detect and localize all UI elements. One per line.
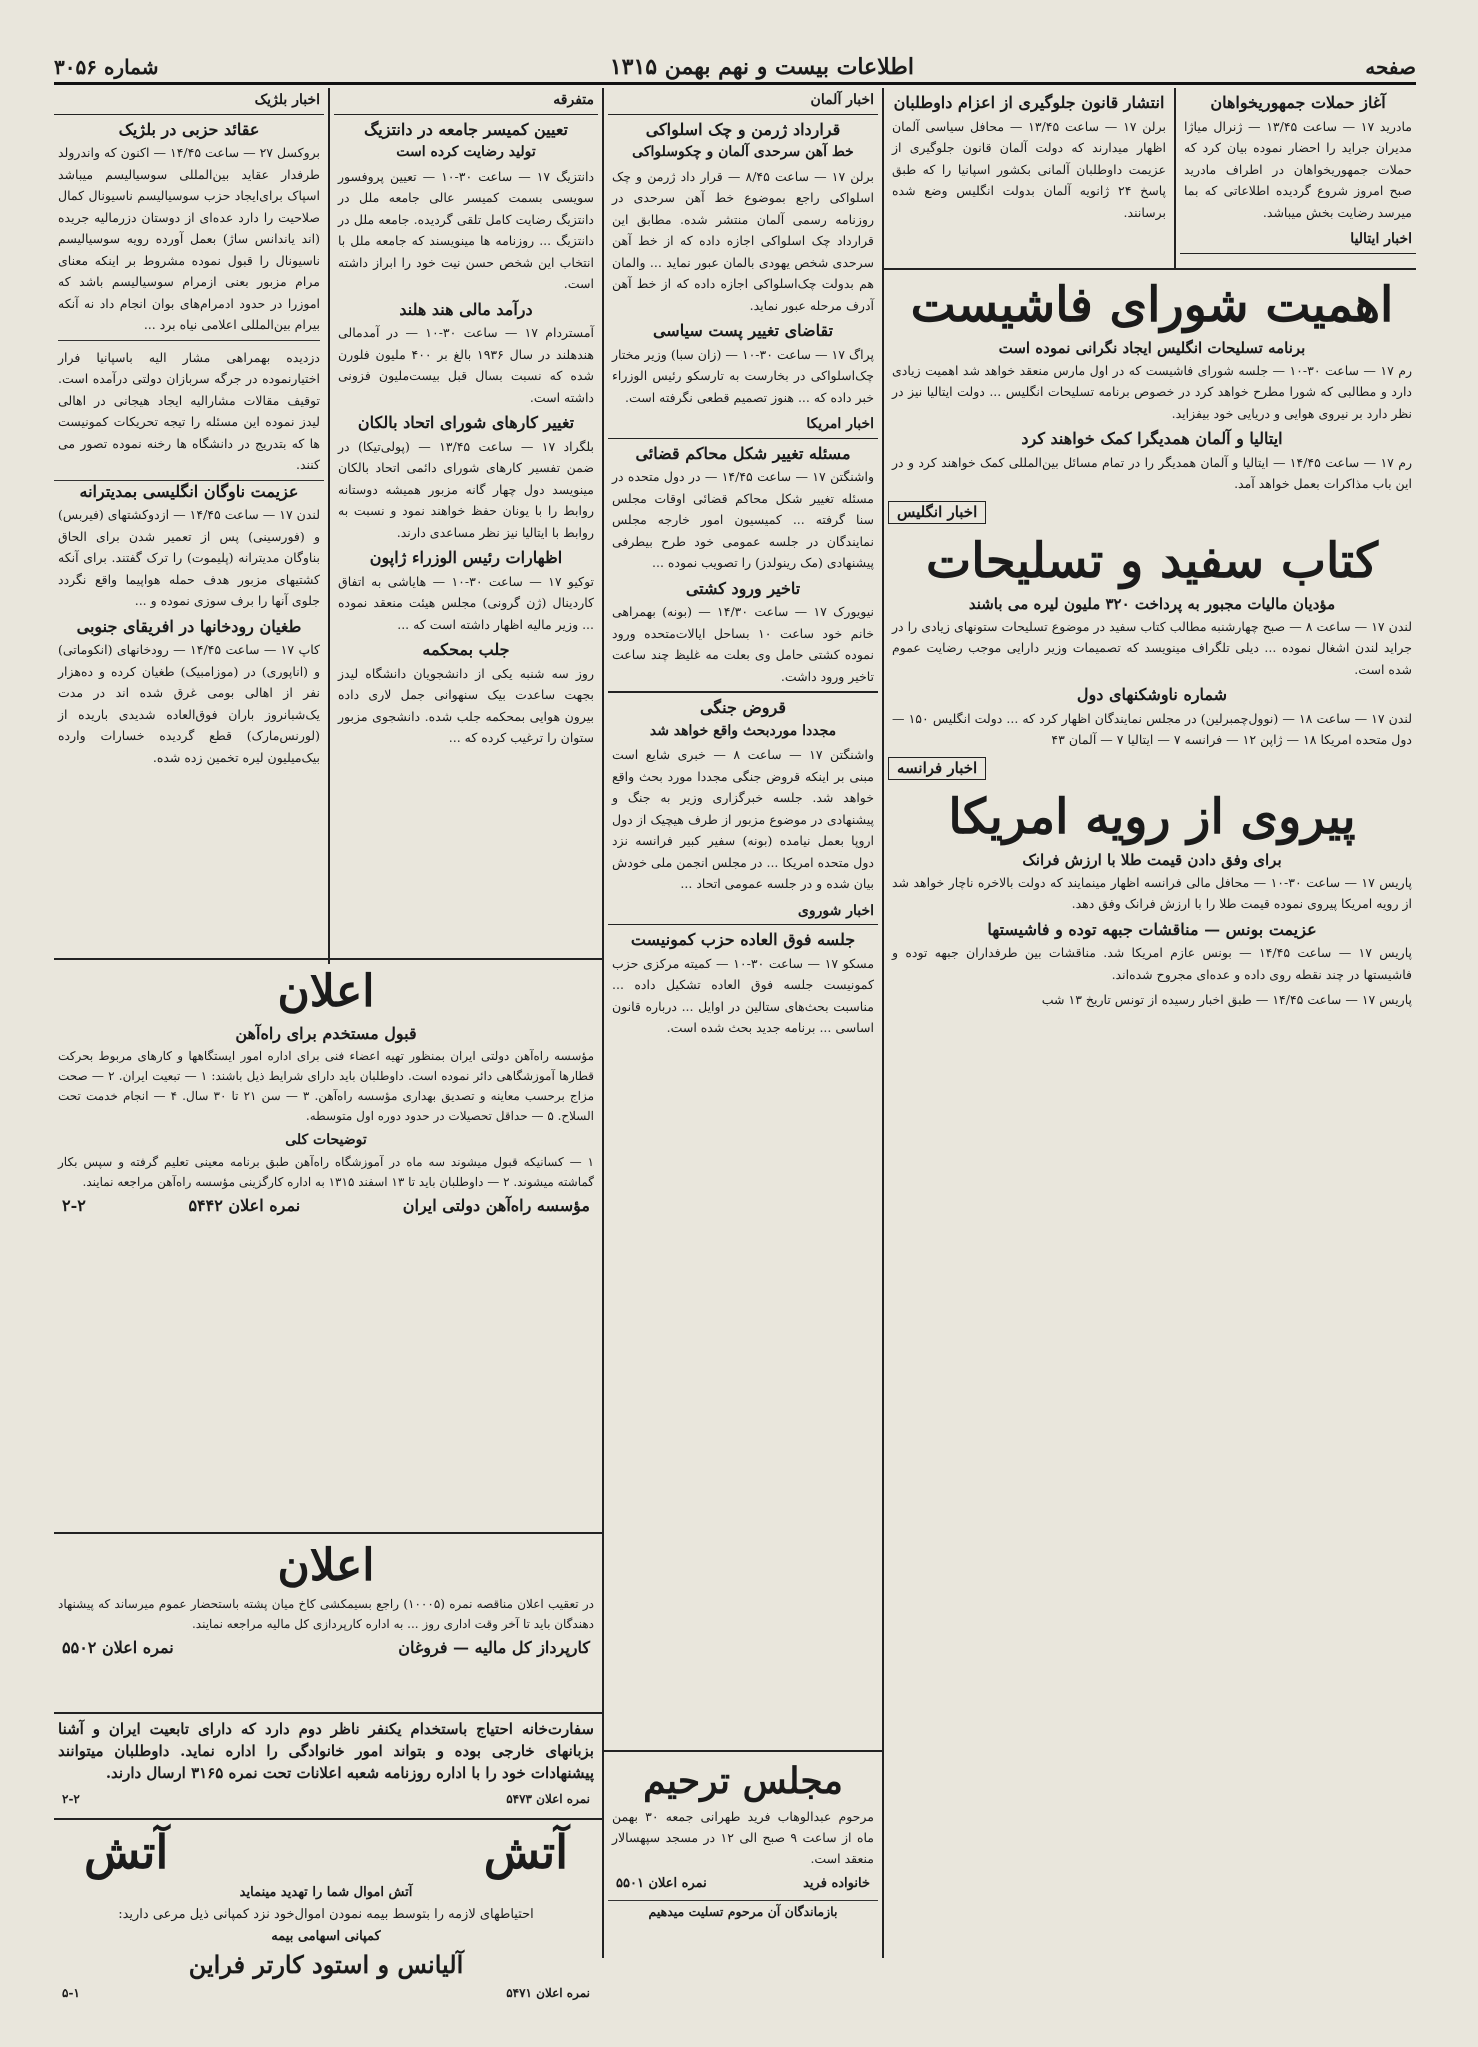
article-body: آمستردام ۱۷ — ساعت ۳۰-۱۰ — در آمدمالی هندهلند در سال ۱۹۳۶ بالغ بر ۴۰۰ ملیون فلورن شده که نسبت بسال قبل بیست‌ملیون فزونی داشته است. [338, 325, 594, 405]
subheadline: مؤدیان مالیات مجبور به پرداخت ۳۲۰ ملیون لیره می باشند [968, 595, 1336, 613]
headline: مسئله تغییر شکل محاکم قضائی [635, 443, 851, 463]
big-headline-fascist: اهمیت شورای فاشیست [910, 277, 1394, 333]
headline: قروض جنگی [608, 691, 878, 719]
column-rule [328, 88, 330, 964]
section-heading: اخبار شوروی [608, 899, 878, 926]
section-rule [882, 268, 1416, 270]
section-heading-wrap [888, 499, 1416, 529]
section-heading: اخبار فرانسه [888, 757, 986, 781]
big-headline-whitebook: کتاب سفید و تسلیحات [926, 533, 1378, 589]
section-heading: اخبار بلژیک [54, 88, 324, 115]
insurance-ad [54, 1822, 598, 2032]
memorial-signature-row [608, 1873, 878, 1894]
memorial-title: مجلس ترحیم [643, 1760, 843, 1802]
article-body: بلگراد ۱۷ — ساعت ۱۳/۴۵ — (پولی‌تیکا) در ضمن تفسیر کارهای شورای دائمی اتحاد بالکان مینویسد دول چهار گانه مزبور همیشه دوستانه روابط را با یونان حفظ خواهند نمود و نسبت به روابط با ایتالیا نیز نظر مساعدی دارند. [338, 438, 594, 540]
article-body: لندن ۱۷ — ساعت ۱۸ — (نوول‌چمبرلین) در مجلس نمایندگان اظهار کرد که ... دولت انگلیس ۱۵۰ — دول متحده امریکا ۱۸ — ژاپن ۱۲ — فرانسه ۷ — ایتالیا ۷ — آلمان ۴۳ [892, 710, 1413, 747]
subheadline: برنامه تسلیحات انگلیس ایجاد نگرانی نموده است [998, 339, 1306, 357]
insurance-company: آلیانس و استود کارتر فراین [188, 1950, 464, 1979]
column-germany-america [608, 88, 878, 1628]
ad-number: نمره اعلان ۵۵۰۲ [62, 1638, 174, 1657]
subheadline: برای وفق دادن قیمت طلا با ارزش فرانک [1022, 851, 1282, 869]
headline: انتشار قانون جلوگیری از اعزام داوطلبان [893, 93, 1165, 112]
column-volunteers [888, 88, 1170, 266]
article-body: لندن ۱۷ — ساعت ۱۴/۴۵ — ازدو‌کشتهای (فیربس) و (فورسینی) پس از تعمیر شدن برای الحاق بناوگان مدیترانه (پلیموت) را ترک گفتند. برای آنکه کشتیهای مزبور هدف حمله هواپیما واقع نگردد جلوی آنها را برف سوزی نموده و ... [58, 507, 321, 608]
ad-notes: ۱ — کسانیکه قبول میشوند سه ماه در آموزشگاه راه‌آهن طبق برنامه معینی تعلیم گرفته و سپس بکار گماشته میشوند. ۲ — داوطلبان باید تا ۱۳ اسفند ۱۳۱۵ به اداره کارگزینی مؤسسه راه‌آهن مراجعه نمایند. [58, 1155, 594, 1189]
headline: عقائد حزبی در بلژیک [118, 119, 260, 139]
headline: آغاز حملات جمهوریخواهان [1210, 93, 1386, 112]
headline: طغیان رودخانها در افریقای جنوبی [76, 616, 302, 636]
article-body: پاریس ۱۷ — ساعت ۳۰-۱۰ — محافل مالی فرانسه اظهار مینمایند که دولت بالاخره ناچار خواهد شد از رویه امریکا پیروی نموده قیمت طلا را با ارزش فرانک وفق دهد. [892, 874, 1413, 911]
memorial-notice [608, 1756, 878, 2032]
section-rule [54, 1712, 602, 1714]
article-body: واشنگتن ۱۷ — ساعت ۱۴/۴۵ — در دول متحده در مسئله تغییر شکل محاکم قضائی اوقات مجلس سنا گرفته ... کمیسیون امور خارجه مجلس نمایندگان در جلسه عمومی خود طرح بیطرفی پیشنهادی (مک رینولدز) را تصویب نموده ... [612, 469, 875, 570]
headline: شماره ناوشکنهای دول [1076, 685, 1228, 704]
headline: جلب بمحکمه [422, 640, 510, 659]
article-body: مادرید ۱۷ — ساعت ۱۳/۴۵ — ژنرال میاژا مدیران جراید را احضار نموده بیان کرد که حملات جمهوریخواهان در اطراف مادرید صبح امروز شروع گردیده اطلاعاتی که بما میرسد رضایت بخش میباشد. [1184, 118, 1412, 220]
memorial-footer: بازماندگان آن مرحوم تسلیت میدهیم [608, 1900, 878, 1922]
insurance-company-label: کمپانی اسهامی بیمه [271, 1929, 381, 1944]
ad-body: سفارت‌خانه احتیاج باستخدام یکنفر ناظر دوم دارد که دارای تابعیت ایران و آشنا بزبانهای خارجی بوده و بتواند امور خانوادگی را اداره نماید. داوطلبان میتوانند پیشنهادات خود را با اداره روزنامه شعبه اعلانات تحت نمره ۳۱۶۵ ارسال دارند. [58, 1720, 594, 1782]
ad-number: نمره اعلان ۵۴۷۳ [506, 1792, 590, 1806]
headline: جلسه فوق العاده حزب کمونیست [630, 930, 856, 949]
ad-body: مؤسسه راه‌آهن دولتی ایران بمنظور تهیه اعضاء فنی برای اداره امور ایستگاهها و کارهای مربوط بحرکت قطارها آموزشگاهی دائر نموده است. داوطلبان باید دارای شرایط ذیل باشند: ۱ — تبعیت ایران. ۲ — صحت مزاج برحسب معاینه و تصدیق بهداری مؤسسه راه‌آهن. ۳ — سن ۲۱ تا ۳۰ سال. ۴ — انجام خدمت تحت السلاح. ۵ — حداقل تحصیلات در حدود دوره اول متوسطه. [58, 1049, 595, 1123]
headline: عزیمت ناوگان انگلیسی بمدیترانه [54, 480, 324, 503]
ad-title: اعلان [277, 966, 375, 1017]
subheadline: تولید رضایت کرده است [396, 144, 536, 160]
article-body: بروکسل ۲۷ — ساعت ۱۴/۴۵ — اکنون که واندرولد طرفدار عقاید بین‌المللی سوسیالیسم میباشد اسپاک برای‌ایجاد حزب سوسیالیسم ناسیونال کمال‌ صلاحیت را دارد عده‌ای از دوستان دزرمالیه جریده (اند یاندانس ساژ) بعمل آورده رویه سوسیالیسم ناسیونال را قبول نموده مشروط بر اینکه معنای مرام مزبور بعنی ازمرام سوسیالیسم باشد که اموزرا در حدود ادمرام‌های بوان انجام داد نه آنکه بیرام بین‌المللی اعلامی نیاه برد ... [58, 145, 320, 332]
article-body: روز سه شنبه یکی از دانشجویان دانشگاه لیدز بجهت ساعدت بیک سنهوانی جمل لاری داده بیرون هوایی بمحکمه جلب شده. دانشجوی مزبور ستوان را ترغیب کرده که ... [338, 665, 594, 745]
big-headline-america: پیروی از رویه امریکا [948, 789, 1356, 845]
issue-number: شماره ۳۰۵۶ [54, 55, 159, 79]
fire-word-right: آتش [483, 1825, 568, 1879]
column-rule [882, 88, 884, 1958]
section-heading: اخبار آلمان [608, 88, 878, 115]
section-heading-wrap [888, 755, 1416, 785]
ad-number: نمره اعلان ۵۵۰۱ [616, 1876, 707, 1891]
headline: قرارداد ژرمن و چک اسلواکی [645, 119, 841, 139]
railway-ad [54, 964, 598, 1504]
page-label: صفحه [1365, 55, 1416, 79]
article-body: کاپ ۱۷ — ساعت ۱۴/۴۵ — رودخانهای (انکوماتی) و (اناپوری) در (موزامبیک) طغیان کرده و ده‌هزار نفر از اهالی بومی غرق شده اند در مدت یک‌شبانروز باران فوق‌العاده شدیدی باریده از (لورنس‌مارک) قطع گردیده خسارات وارده بیک‌میلیون لیره تخمین زده شده. [58, 642, 320, 765]
ad-body: در تعقیب اعلان مناقصه نمره (۱۰۰۰۵) راجع بسیمکشی کاخ میان پشته باستحضار عموم میرساند که پیشنهاد دهندگان باید تا آخر وقت اداری روز ... به اداره کارپردازی کل مالیه مراجعه نمایند. [58, 1597, 594, 1631]
ad-number: نمره اعلان ۵۴۴۲ [188, 1196, 301, 1215]
insurance-line: آتش اموال شما را تهدید مینماید [239, 1885, 413, 1900]
insurance-header [54, 1822, 598, 1882]
running-head [54, 52, 1416, 85]
memorial-family: خانواده فرید [803, 1876, 870, 1891]
ad-signature-row [54, 1638, 598, 1658]
ad-signature-row [54, 1196, 598, 1216]
fire-word-left: آتش [84, 1825, 169, 1879]
headline: تاخیر ورود کشتی [685, 578, 801, 598]
article-body: دزدیده بهمراهی مشار الیه باسپانیا فرار اختیارنموده در جرگه سربازان دولتی درآمده است. توقیف مقالات مشارالیه ایجاد هیجانی در اهالی لیدز نموده این مسئله را تیجه تحریکات کمونیست ها که بتدریج در دانشگاه ها رخنه نموده تصور می کنند. [58, 340, 320, 476]
tender-ad [54, 1538, 598, 1708]
section-heading: اخبار امریکا [608, 412, 878, 439]
column-belgium [54, 88, 324, 958]
section-rule [54, 958, 602, 960]
ad-signature: مؤسسه راه‌آهن دولتی ایران [402, 1196, 590, 1215]
section-rule [54, 1532, 602, 1534]
ad-signature-row [54, 1982, 598, 2004]
column-spain [1180, 88, 1416, 266]
ad-signature-row [54, 1788, 598, 1810]
ad-title: اعلان [277, 1540, 375, 1591]
ad-signature: کارپرداز کل مالیه — فروغان [398, 1638, 590, 1657]
section-heading: اخبار ایتالیا [1180, 227, 1416, 254]
embassy-ad [54, 1718, 598, 1814]
subheadline: مجددا موردبحث واقع خواهد شد [649, 722, 837, 739]
memorial-body: مرحوم عبدالوهاب فرید طهرانی جمعه ۳۰ بهمن ماه از ساعت ۹ صبح الی ۱۲ در مسجد سپهسالار منعقد است. [612, 1809, 874, 1866]
ad-code: ۲-۲ [62, 1196, 86, 1215]
headline: درآمد مالی هند هلند [399, 299, 533, 319]
article-body: برلن ۱۷ — ساعت ۱۳/۴۵ — محافل سیاسی آلمان اظهار میدارند که دولت آلمان قانون جلوگیری از عزیمت داوطلبان آلمانی بکشور اسپانیا را که طبق پاسخ ۲۴ ژانویه آلمان بدولت انگلیس وضع شده برسانند. [892, 118, 1166, 220]
newspaper-date-title: اطلاعات بیست و نهم بهمن ۱۳۱۵ [609, 54, 914, 80]
article-body: رم ۱۷ — ساعت ۱۴/۴۵ — ایتالیا و آلمان همدیگر را در تمام مسائل بین‌المللی کمک خواهند کرد و در این باب مذاکرات بعمل خواهد آمد. [892, 454, 1412, 491]
article-body: پراگ ۱۷ — ساعت ۳۰-۱۰ — (زان سبا) وزیر مختار چک‌اسلواکی در بخارست به تارسکو رئیس الوزراء خبر داده که ... هنوز تصمیم قطعی نگرفته است. [612, 346, 874, 405]
article-body: رم ۱۷ — ساعت ۳۰-۱۰ — جلسه شورای فاشیست که در اول مارس منعقد خواهد شد اهمیت زیادی دارد و مطالبی که شورا مطرح خواهد کرد در خصوص برنامه تسلیحات انگلیس ... دولت ایتالیا نیز در نظر دارد بر نیروی هوایی و دریایی خود بیفزاید. [892, 362, 1413, 421]
ad-code: ۵-۱ [62, 1986, 80, 2000]
article-body: توکیو ۱۷ — ساعت ۳۰-۱۰ — هایاشی به اتفاق کاردینال (ژن گرونی) مجلس هیئت منعقد نموده ... وزیر مالیه اظهار داشته است که ... [338, 573, 595, 632]
article-body: پاریس ۱۷ — ساعت ۱۴/۴۵ — بونس عازم امریکا شد. مناقشات بین طرفداران جبهه توده و فاشیستها در چند نقطه روی داده و عده‌ای مجروح شده‌اند. [892, 945, 1413, 982]
article-body: لندن ۱۷ — ساعت ۸ — صبح چهارشنبه مطالب کتاب سفید در موضوع تسلیحات ستونهای زیادی را در جراید لندن اشغال نموده ... دیلی تلگراف مینویسد که تصمیمات وزیر دارایی موجب رضایت عموم شده است. [892, 618, 1413, 677]
column-rule [602, 88, 604, 1958]
column-misc [334, 88, 598, 958]
headline: ایتالیا و آلمان همدیگرا کمک خواهند کرد [1021, 429, 1283, 448]
headline: تعیین کمیسر جامعه در دانتزیگ [363, 119, 569, 139]
headline: اظهارات رئیس الوزراء ژاپون [369, 548, 563, 567]
section-heading: اخبار انگلیس [888, 501, 986, 525]
ad-code: ۲-۲ [62, 1792, 80, 1806]
headline: عزیمت بونس — مناقشات جبهه توده و فاشیستها [987, 919, 1317, 939]
section-heading: متفرقه [334, 88, 598, 115]
ad-number: نمره اعلان ۵۴۷۱ [506, 1986, 590, 2000]
article-body: دانتزیگ ۱۷ — ساعت ۳۰-۱۰ — تعیین پروفسور سویسی بسمت کمیسر عالی جامعه ملل در دانتزیگ رضایت کامل تلقی گردیده. جامعه ملل در دانتزیگ ... روزنامه ها مینویسند که جامعه ملل با انتخاب این شخص حسن نیت خود را ابراز داشته است. [338, 168, 595, 291]
ad-notes-title: توضیحات کلی [285, 1132, 367, 1148]
section-rule [54, 1818, 602, 1820]
article-body: نیویورک ۱۷ — ساعت ۱۴/۳۰ — (بونه) بهمراهی خانم خود ساعت ۱۰ بساحل ایالات‌متحده ورود نموده کشتی حامل وی بعلت مه غلیظ چند ساعت تاخیر ورود داشت. [612, 604, 875, 684]
headline: تقاضای تغییر پست سیاسی [652, 321, 834, 340]
insurance-sub: احتیاطهای لازمه را بتوسط بیمه نمودن اموال‌خود نزد کمپانی ذیل مرعی دارید: [118, 1907, 534, 1922]
subheadline: خط آهن سرحدی آلمان و چکوسلواکی [632, 144, 854, 160]
ad-subtitle: قبول مستخدم برای راه‌آهن [235, 1024, 417, 1043]
column-rule [1174, 88, 1176, 268]
article-body: برلن ۱۷ — ساعت ۸/۴۵ — قرار داد ژرمن و چک اسلواکی راجع بموضوع خط آهن سرحدی در روزنامه رسمی آلمان منتشر شده. مطابق این قرارداد چک اسلواکی اجازه داده که از خط آهن سرحدی شخص یهودی بالمان عبور نماید ... والمان هم بدولت چک‌اسلواکی اجازه داده که از خط آهن آدرف مرحله عبور نماید. [612, 168, 874, 313]
article-body: واشنگتن ۱۷ — ساعت ۸ — خبری شایع است مبنی بر اینکه قروض جنگی مجددا مورد بحث واقع خواهد شد. جلسه خبرگزاری وزیر به جنگ و پیشنهادی در موضوع مزبور از طرف هیچیک از دول اروپا بعمل نیامده (بونه) سفیر کبیر فرانسه نزد دول متحده امریکا ... در مجلس انجمن ملی خودش بیان شده و در جلسه عمومی اتحاد ... [612, 747, 874, 891]
column-europe [888, 272, 1416, 2032]
section-rule [602, 1750, 882, 1752]
article-body: پاریس ۱۷ — ساعت ۱۴/۴۵ — طبق اخبار رسیده از تونس تاریخ ۱۳ شب [1041, 992, 1412, 1007]
headline: تغییر کارهای شورای اتحاد بالکان [357, 413, 575, 432]
article-body: مسکو ۱۷ — ساعت ۳۰-۱۰ — کمیته مرکزی حزب کمونیست جلسه فوق العاده تشکیل داده ... مناسبت بحث‌های ستالین در اوایل ... درباره قانون اساسی ... برنامه جدید بحث شده است. [612, 955, 875, 1035]
